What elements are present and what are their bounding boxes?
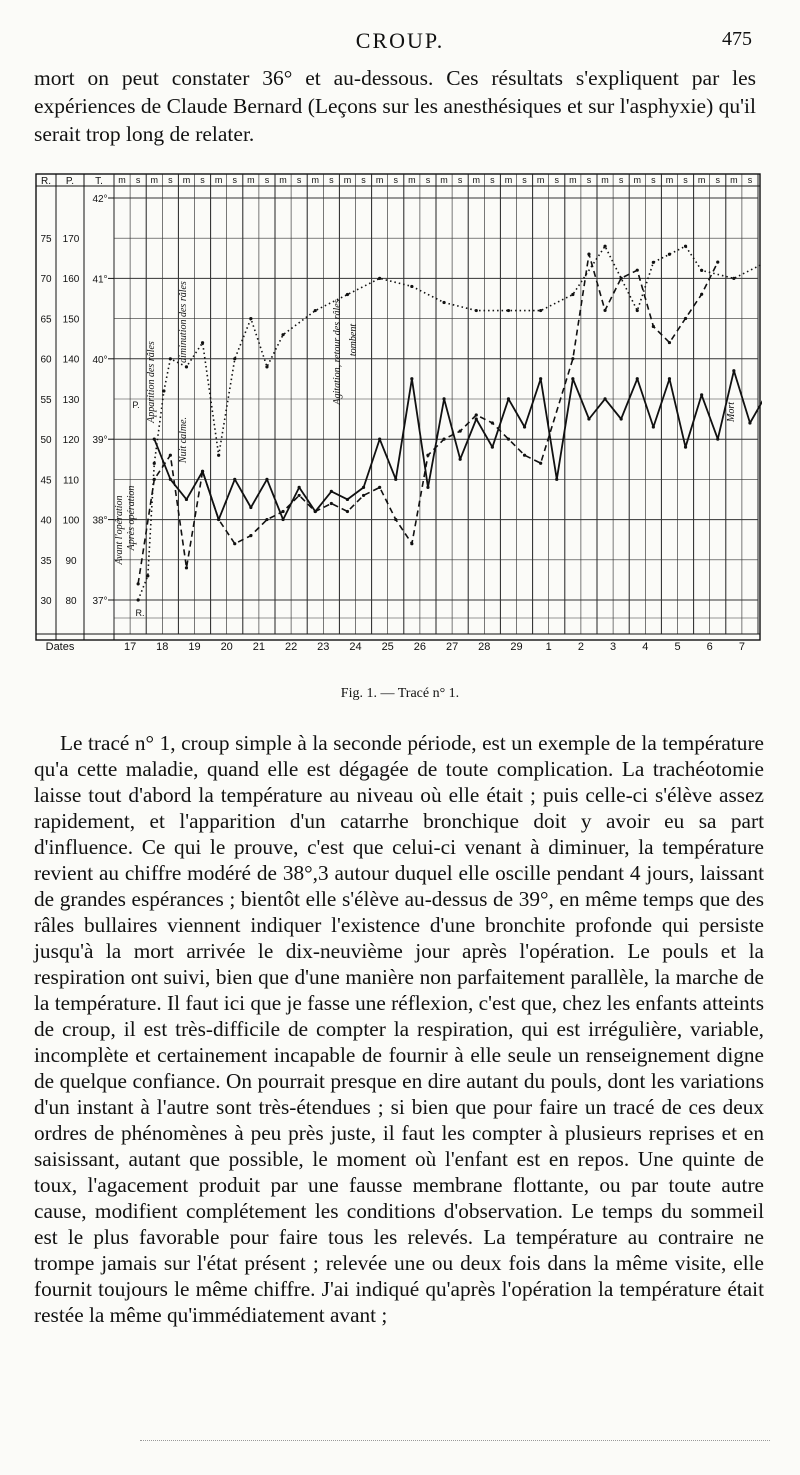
data-point bbox=[571, 377, 574, 380]
data-point bbox=[153, 438, 156, 441]
data-point bbox=[185, 498, 188, 501]
date-tick: 18 bbox=[156, 641, 169, 653]
slot-label: m bbox=[408, 175, 416, 185]
data-point bbox=[298, 486, 301, 489]
date-tick: 20 bbox=[220, 641, 233, 653]
intro-paragraph bbox=[34, 64, 756, 148]
data-point bbox=[700, 293, 703, 296]
data-point bbox=[523, 425, 526, 428]
data-point bbox=[217, 454, 220, 457]
data-point bbox=[507, 309, 510, 312]
data-point bbox=[571, 357, 574, 360]
data-point bbox=[555, 478, 558, 481]
data-point bbox=[459, 429, 462, 432]
data-point bbox=[346, 498, 349, 501]
slot-label: m bbox=[569, 175, 577, 185]
data-point bbox=[201, 470, 204, 473]
slot-label: s bbox=[586, 175, 592, 185]
date-tick: 5 bbox=[674, 641, 681, 653]
series-line-t bbox=[138, 230, 762, 600]
respiration-tick: 55 bbox=[40, 394, 52, 406]
data-point bbox=[636, 269, 639, 272]
date-tick: 22 bbox=[284, 641, 298, 653]
slot-label: m bbox=[601, 175, 609, 185]
slot-label: s bbox=[361, 175, 366, 185]
data-point bbox=[491, 421, 494, 424]
pulse-tick: 110 bbox=[63, 475, 79, 487]
slot-label: s bbox=[651, 175, 656, 185]
slot-label: s bbox=[135, 175, 141, 185]
data-point bbox=[475, 417, 478, 420]
slot-label: s bbox=[683, 175, 688, 185]
respiration-tick: 70 bbox=[40, 274, 52, 286]
date-tick: 21 bbox=[252, 641, 266, 653]
data-point bbox=[201, 341, 204, 344]
data-point bbox=[716, 438, 719, 441]
data-point bbox=[410, 377, 413, 380]
data-point bbox=[700, 269, 703, 272]
date-tick: 19 bbox=[188, 641, 201, 653]
pulse-tick: 150 bbox=[62, 314, 80, 326]
page-header bbox=[0, 28, 800, 58]
data-point bbox=[153, 478, 156, 481]
slot-label: s bbox=[393, 175, 398, 185]
slot-label: m bbox=[150, 175, 158, 185]
chart-svg bbox=[34, 172, 762, 658]
data-point bbox=[153, 462, 156, 465]
footer-rule bbox=[140, 1440, 770, 1441]
pulse-tick: 100 bbox=[62, 515, 80, 527]
series-line-p bbox=[154, 371, 762, 520]
date-tick: 2 bbox=[577, 641, 584, 653]
slot-label: s bbox=[522, 175, 527, 185]
data-point bbox=[603, 397, 606, 400]
date-tick: 26 bbox=[413, 641, 427, 653]
temperature-tick: 38° bbox=[92, 515, 108, 527]
data-point bbox=[162, 389, 165, 392]
slot-label: s bbox=[425, 175, 431, 185]
data-point bbox=[620, 417, 623, 420]
respiration-tick: 30 bbox=[40, 596, 52, 607]
data-point bbox=[249, 534, 252, 537]
temperature-chart bbox=[34, 172, 762, 658]
annotation-mort: Mort bbox=[726, 402, 737, 422]
figure-caption: Fig. 1. — Tracé n° 1. bbox=[340, 686, 460, 701]
col-header-t: T. bbox=[95, 176, 103, 187]
slot-label: m bbox=[536, 175, 545, 185]
respiration-tick: 75 bbox=[40, 234, 52, 245]
slot-label: s bbox=[490, 175, 495, 185]
data-point bbox=[523, 454, 526, 457]
pulse-tick: 160 bbox=[62, 274, 80, 286]
slot-label: s bbox=[168, 175, 173, 185]
temperature-tick: 41° bbox=[92, 274, 108, 286]
slot-label: m bbox=[504, 175, 513, 185]
data-point bbox=[346, 510, 349, 513]
data-point bbox=[394, 518, 397, 521]
data-point bbox=[362, 486, 365, 489]
annotation-avant-operation: Avant l'opération bbox=[114, 495, 125, 565]
body-paragraph bbox=[34, 730, 764, 1328]
pulse-tick: 90 bbox=[65, 555, 77, 567]
data-point bbox=[330, 502, 333, 505]
running-title: CROUP. bbox=[355, 28, 445, 53]
pulse-tick: 120 bbox=[62, 435, 80, 447]
data-point bbox=[426, 454, 429, 457]
slot-label: m bbox=[214, 175, 223, 185]
data-point bbox=[603, 245, 606, 248]
data-point bbox=[442, 397, 445, 400]
respiration-tick: 40 bbox=[40, 515, 52, 527]
slot-label: m bbox=[311, 175, 319, 185]
date-tick: 4 bbox=[642, 641, 649, 653]
data-point bbox=[587, 252, 590, 255]
date-tick: 17 bbox=[123, 641, 137, 653]
data-point bbox=[146, 574, 149, 577]
date-tick: 7 bbox=[738, 641, 745, 653]
data-point bbox=[539, 309, 542, 312]
data-point bbox=[426, 486, 429, 489]
data-point bbox=[233, 357, 236, 360]
slot-label: m bbox=[343, 175, 352, 185]
slot-label: m bbox=[697, 175, 706, 185]
respiration-tick: 45 bbox=[40, 475, 52, 487]
slot-label: m bbox=[118, 175, 126, 185]
temperature-tick: 42° bbox=[92, 194, 108, 205]
slot-label: s bbox=[715, 175, 720, 185]
date-tick: 25 bbox=[381, 641, 394, 653]
slot-label: s bbox=[554, 175, 559, 185]
temperature-tick: 40° bbox=[92, 354, 108, 366]
data-point bbox=[410, 285, 413, 288]
data-point bbox=[378, 486, 381, 489]
data-point bbox=[684, 317, 687, 320]
data-point bbox=[539, 462, 542, 465]
slot-label: s bbox=[747, 175, 753, 185]
slot-label: m bbox=[182, 175, 191, 185]
slot-label: m bbox=[633, 175, 641, 185]
respiration-tick: 35 bbox=[40, 555, 52, 567]
pulse-tick: 80 bbox=[65, 596, 77, 607]
annotation-r-mark: R. bbox=[135, 608, 145, 618]
data-point bbox=[281, 510, 284, 513]
pulse-tick: 130 bbox=[62, 394, 80, 406]
slot-label: m bbox=[665, 175, 674, 185]
data-point bbox=[249, 506, 252, 509]
date-tick: 6 bbox=[706, 641, 713, 653]
body-text: Le tracé n° 1, croup simple à la seconde période, est un exemple de la température qu'a cette maladie, quand elle est dégagée de toute complication. La trachéotomie laisse tout d'abord la température au niveau où elle était ; puis celle-ci s'élève assez rapidement, et l'apparition d'un catarrhe bronchique doit y avoir eu sa part d'influence. Ce qui le prouve, c'est que celui-ci venant à diminuer, la température revient au chiffre modéré de 38°,3 autour duquel elle oscille pendant 4 jours, laissant de grandes espérances ; bientôt elle s'élève au-dessus de 39°, en même temps que des râles bullaires viennent indiquer l'existence d'une bronchite profonde qui persiste jusqu'à la mort arrivée le dix-neuvième jour après l'opération. Le pouls et la respiration ont suivi, bien que d'une manière non parfaitement parallèle, la marche de la température. Il faut ici que je fasse une réflexion, c'est que, chez les enfants atteints de croup, il est très-difficile de compter la respiration, qui est irrégulière, variable, incomplète et certainement incapable de fournir à elle seule un renseignement digne de quelque confiance. On pourrait presque en dire autant du pouls, dont les variations d'un instant à l'autre sont très-étendues ; si bien que pour faire un tracé de ces deux ordres de phénomènes à peu près juste, il faut les compter à plusieurs reprises et en saisissant, autant que possible, le moment où l'enfant est en repos. Une quinte de toux, l'agacement produit par une fausse membrane flottante, ou par toute autre cause, modifient complétement les conditions d'observation. Le temps du sommeil est le plus favorable pour faire tous les relevés. La température au contraire ne trompe jamais sur l'état présent ; relevée une ou deux fois dans la même visite, elle fournit toujours le même chiffre. J'ai indiqué qu'après l'opération la température était restée la même qu'immédiatement avant ; bbox=[34, 731, 764, 1327]
pulse-tick: 170 bbox=[62, 234, 80, 245]
data-point bbox=[732, 277, 735, 280]
data-point bbox=[378, 277, 381, 280]
annotation-apparition-rales: Apparition des râles bbox=[146, 341, 157, 423]
data-point bbox=[652, 261, 655, 264]
data-point bbox=[748, 421, 751, 424]
data-point bbox=[265, 518, 268, 521]
respiration-tick: 50 bbox=[40, 435, 52, 447]
data-point bbox=[716, 261, 719, 264]
slot-label: m bbox=[247, 175, 255, 185]
data-point bbox=[346, 293, 349, 296]
data-point bbox=[330, 490, 333, 493]
data-point bbox=[314, 309, 317, 312]
data-point bbox=[684, 245, 687, 248]
data-point bbox=[732, 369, 735, 372]
data-point bbox=[298, 494, 301, 497]
col-header-p: P. bbox=[65, 176, 75, 187]
data-point bbox=[636, 377, 639, 380]
data-point bbox=[459, 458, 462, 461]
annotation-diminution-rales: diminution des râles bbox=[178, 281, 189, 363]
annotation-tombent: tombent bbox=[348, 323, 359, 357]
data-point bbox=[378, 438, 381, 441]
slot-label: m bbox=[279, 175, 287, 185]
data-point bbox=[684, 446, 687, 449]
temperature-tick: 39° bbox=[92, 435, 108, 447]
data-point bbox=[636, 309, 639, 312]
page-number: 475 bbox=[722, 28, 752, 50]
data-point bbox=[137, 598, 140, 601]
data-point bbox=[233, 478, 236, 481]
data-point bbox=[475, 413, 478, 416]
data-point bbox=[571, 293, 574, 296]
data-point bbox=[265, 478, 268, 481]
data-point bbox=[233, 542, 236, 545]
data-point bbox=[603, 309, 606, 312]
date-tick: 28 bbox=[478, 641, 491, 653]
chart-frame bbox=[36, 174, 760, 640]
data-point bbox=[442, 438, 445, 441]
date-tick: 29 bbox=[510, 641, 523, 653]
data-point bbox=[507, 438, 510, 441]
respiration-tick: 65 bbox=[40, 314, 52, 326]
dates-label: Dates bbox=[45, 641, 75, 653]
slot-label: m bbox=[472, 175, 480, 185]
data-point bbox=[265, 365, 268, 368]
date-tick: 23 bbox=[317, 641, 330, 653]
data-point bbox=[491, 446, 494, 449]
slot-label: s bbox=[200, 175, 205, 185]
date-tick: 3 bbox=[610, 641, 617, 653]
pulse-tick: 140 bbox=[62, 354, 80, 366]
slot-label: s bbox=[457, 175, 463, 185]
data-point bbox=[281, 518, 284, 521]
data-point bbox=[169, 478, 172, 481]
data-point bbox=[539, 377, 542, 380]
respiration-tick: 60 bbox=[40, 354, 52, 366]
date-tick: 27 bbox=[445, 641, 459, 653]
slot-label: s bbox=[232, 175, 237, 185]
data-point bbox=[668, 341, 671, 344]
data-point bbox=[362, 494, 365, 497]
data-point bbox=[137, 582, 140, 585]
slot-label: s bbox=[329, 175, 334, 185]
data-point bbox=[217, 518, 220, 521]
data-point bbox=[281, 333, 284, 336]
data-point bbox=[668, 253, 671, 256]
data-point bbox=[652, 425, 655, 428]
date-tick: 1 bbox=[545, 641, 552, 653]
annotation-nuit-calme: Nuit calme. bbox=[178, 416, 189, 464]
slot-label: s bbox=[618, 175, 624, 185]
slot-label: s bbox=[264, 175, 270, 185]
data-point bbox=[587, 417, 590, 420]
col-header-r: R. bbox=[41, 176, 51, 187]
data-point bbox=[652, 325, 655, 328]
data-point bbox=[668, 377, 671, 380]
slot-label: m bbox=[730, 175, 738, 185]
annotation-p-mark: P. bbox=[132, 400, 140, 410]
data-point bbox=[507, 397, 510, 400]
intro-text: mort on peut constater 36° et au-dessous. Ces résultats s'expliquent par les expériences de Claude Bernard (Leçons sur les anesthésiques et sur l'asphyxie) qu'il serait trop long de relater. bbox=[34, 66, 756, 146]
data-point bbox=[169, 357, 172, 360]
data-point bbox=[442, 301, 445, 304]
data-point bbox=[249, 317, 252, 320]
data-point bbox=[314, 510, 317, 513]
data-point bbox=[700, 393, 703, 396]
data-point bbox=[410, 542, 413, 545]
data-point bbox=[394, 478, 397, 481]
temperature-tick: 37° bbox=[92, 596, 108, 607]
data-point bbox=[185, 566, 188, 569]
data-point bbox=[185, 365, 188, 368]
slot-label: s bbox=[296, 175, 302, 185]
date-tick: 24 bbox=[349, 641, 362, 653]
slot-label: m bbox=[375, 175, 384, 185]
data-point bbox=[475, 309, 478, 312]
annotation-agitation: Agitation, retour des râles bbox=[332, 299, 343, 405]
data-point bbox=[169, 454, 172, 457]
annotation-apres-operation: Après opération bbox=[126, 485, 137, 551]
slot-label: m bbox=[440, 175, 448, 185]
data-point bbox=[620, 277, 623, 280]
